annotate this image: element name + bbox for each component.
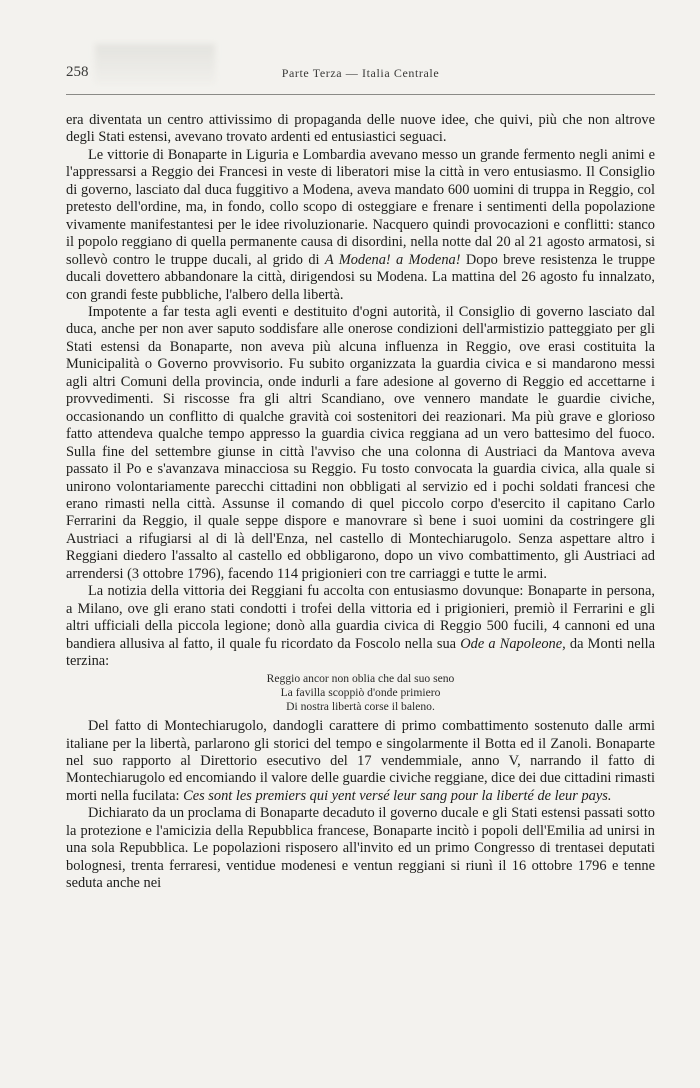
paragraph: Dichiarato da un proclama di Bonaparte decaduto il governo ducale e gli Stati estensi passati sotto la protezione e l'amicizia della Repubblica francese, Bonaparte incitò i popoli dell'Emilia ad unirsi in una sola Repubblica. Le popolazioni risposero all'invito ed un primo Congresso di trentasei deputati bolognesi, trenta ferraresi, ventidue modenesi e ventun reggiani si riunì il 16 ottobre 1796 e tenne seduta anche nei: [66, 805, 655, 892]
verse-line: La favilla scoppiò d'onde primiero: [280, 685, 441, 699]
running-title: Parte Terza — Italia Centrale: [281, 66, 440, 80]
text-run: da Monti nella terzina:: [66, 635, 655, 670]
italic-run: A Modena! a Modena!: [324, 251, 461, 268]
italic-run: Ces sont les premiers qui yent versé leur sang pour la liberté de leur pays.: [183, 787, 612, 804]
paragraph: [66, 718, 655, 805]
header-rule: [66, 94, 655, 95]
paragraph: era diventata un centro attivissimo di propaganda delle nuove idee, che quivi, più che non altrove degli Stati estensi, avevano trovato ardenti ed entusiastici seguaci.: [66, 112, 655, 146]
verse-block: [66, 672, 655, 715]
text-run: Del fatto di Montechiarugolo, dandogli carattere di primo combattimento sostenuto dalle armi italiane per la libertà, parlarono gli storici del tempo e singolarmente il Botta ed il Zanoli. Bonaparte nel suo rapporto al Direttorio esecutivo del 17 vendemmiale, anno V, narrando il fatto di Montechiarugolo ed encomiando il valore delle guardie civiche reggiane, dice dei due cittadini rimasti morti nella fucilata:: [66, 718, 655, 804]
verse-line: Reggio ancor non oblia che dal suo seno: [266, 671, 455, 685]
text-run: Dopo breve resistenza le truppe ducali dovettero abbandonare la città, dirigendosi su Modena. La mattina del 26 agosto fu innalzato, con grandi feste pubbliche, l'albero della libertà.: [66, 251, 655, 303]
verse-line: Di nostra libertà corse il baleno.: [286, 699, 435, 713]
paragraph: Impotente a far testa agli eventi e destituito d'ogni autorità, il Consiglio di governo lasciato dal duca, anche per non aver saputo soddisfare alle onerose condizioni dell'armistizio patteggiato per gli Stati estensi da Bonaparte, non aveva più alcuna influenza in Reggio, ove erasi costituita la Municipalità o Governo provvisorio. Fu subito organizzata la guardia civica e si mandarono messi agli altri Comuni della provincia, onde indurli a fare adesione al governo di Reggio ed accettarne i provvedimenti. Si riscosse fra gli altri Scandiano, ove vennero mandate le guardie civiche, occasionando un conflitto di qualche gravità coi sostenitori dei reazionari. Ma più grave e glorioso fatto attendeva qualche tempo appresso la guardia civica reggiana ad un vero battesimo del fuoco. Sulla fine del settembre giunse in città l'avviso che una colonna di Austriaci da Mantova aveva passato il Po e s'avanzava minacciosa su Reggio. Fu tosto convocata la guardia civica, alla quale si unirono volontariamente parecchi cittadini non obbligati al servizio ed i pochi soldati francesi che erano rimasti nella città. Assunse il comando di quel piccolo corpo d'esercito il capitano Carlo Ferrarini da Reggio, il quale seppe dispore e manovrare sì bene i suoi uomini da costringere gli Austriaci a rifugiarsi al di là dell'Enza, nel castello di Montechiarugolo. Senza aspettare altro i Reggiani diedero l'assalto al castello ed obbligarono, dopo un vivo combattimento, gli Austriaci ad arrendersi (3 ottobre 1796), facendo 114 prigionieri con tre carriaggi e tutte le armi.: [66, 303, 655, 582]
text-run: Le vittorie di Bonaparte in Liguria e Lombardia avevano messo un grande fermento negli animi e l'appressarsi a Reggio dei Francesi in veste di liberatori mise la città in vero entusiasmo. Il Consiglio di governo, lasciato dal duca fuggitivo a Modena, aveva mandato 600 uomini di truppa in Reggio, col pretesto dell'ordine, ma, in fondo, collo scopo di osteggiare e frenare i sentimenti della popolazione vivamente manifestantesi per le idee rivoluzionarie. Nacquero quindi provocazioni e conflitti: stanco il popolo reggiano di quella permanente causa di disordini, nella notte dal 20 al 21 agosto armatosi, si sollevò contro le truppe ducali, al grido di: [66, 146, 655, 268]
text-run: La notizia della vittoria dei Reggiani fu accolta con entusiasmo dovunque: Bonaparte in persona, a Milano, ove gli erano stati condotti i trofei della vittoria ed i prigionieri, premiò il Ferrarini e gli altri ufficiali della piccola legione; donò alla guardia civica di Reggio 500 fucili, 4 cannoni ed una bandiera allusiva al fatto, il quale fu ricordato da Foscolo nella sua: [66, 583, 655, 652]
paragraph: [66, 147, 655, 304]
italic-run: Ode a Napoleone,: [460, 635, 566, 652]
page-header: [66, 64, 655, 84]
page-number: 258: [66, 64, 89, 80]
paragraph: [66, 583, 655, 670]
body-text: [66, 112, 655, 893]
